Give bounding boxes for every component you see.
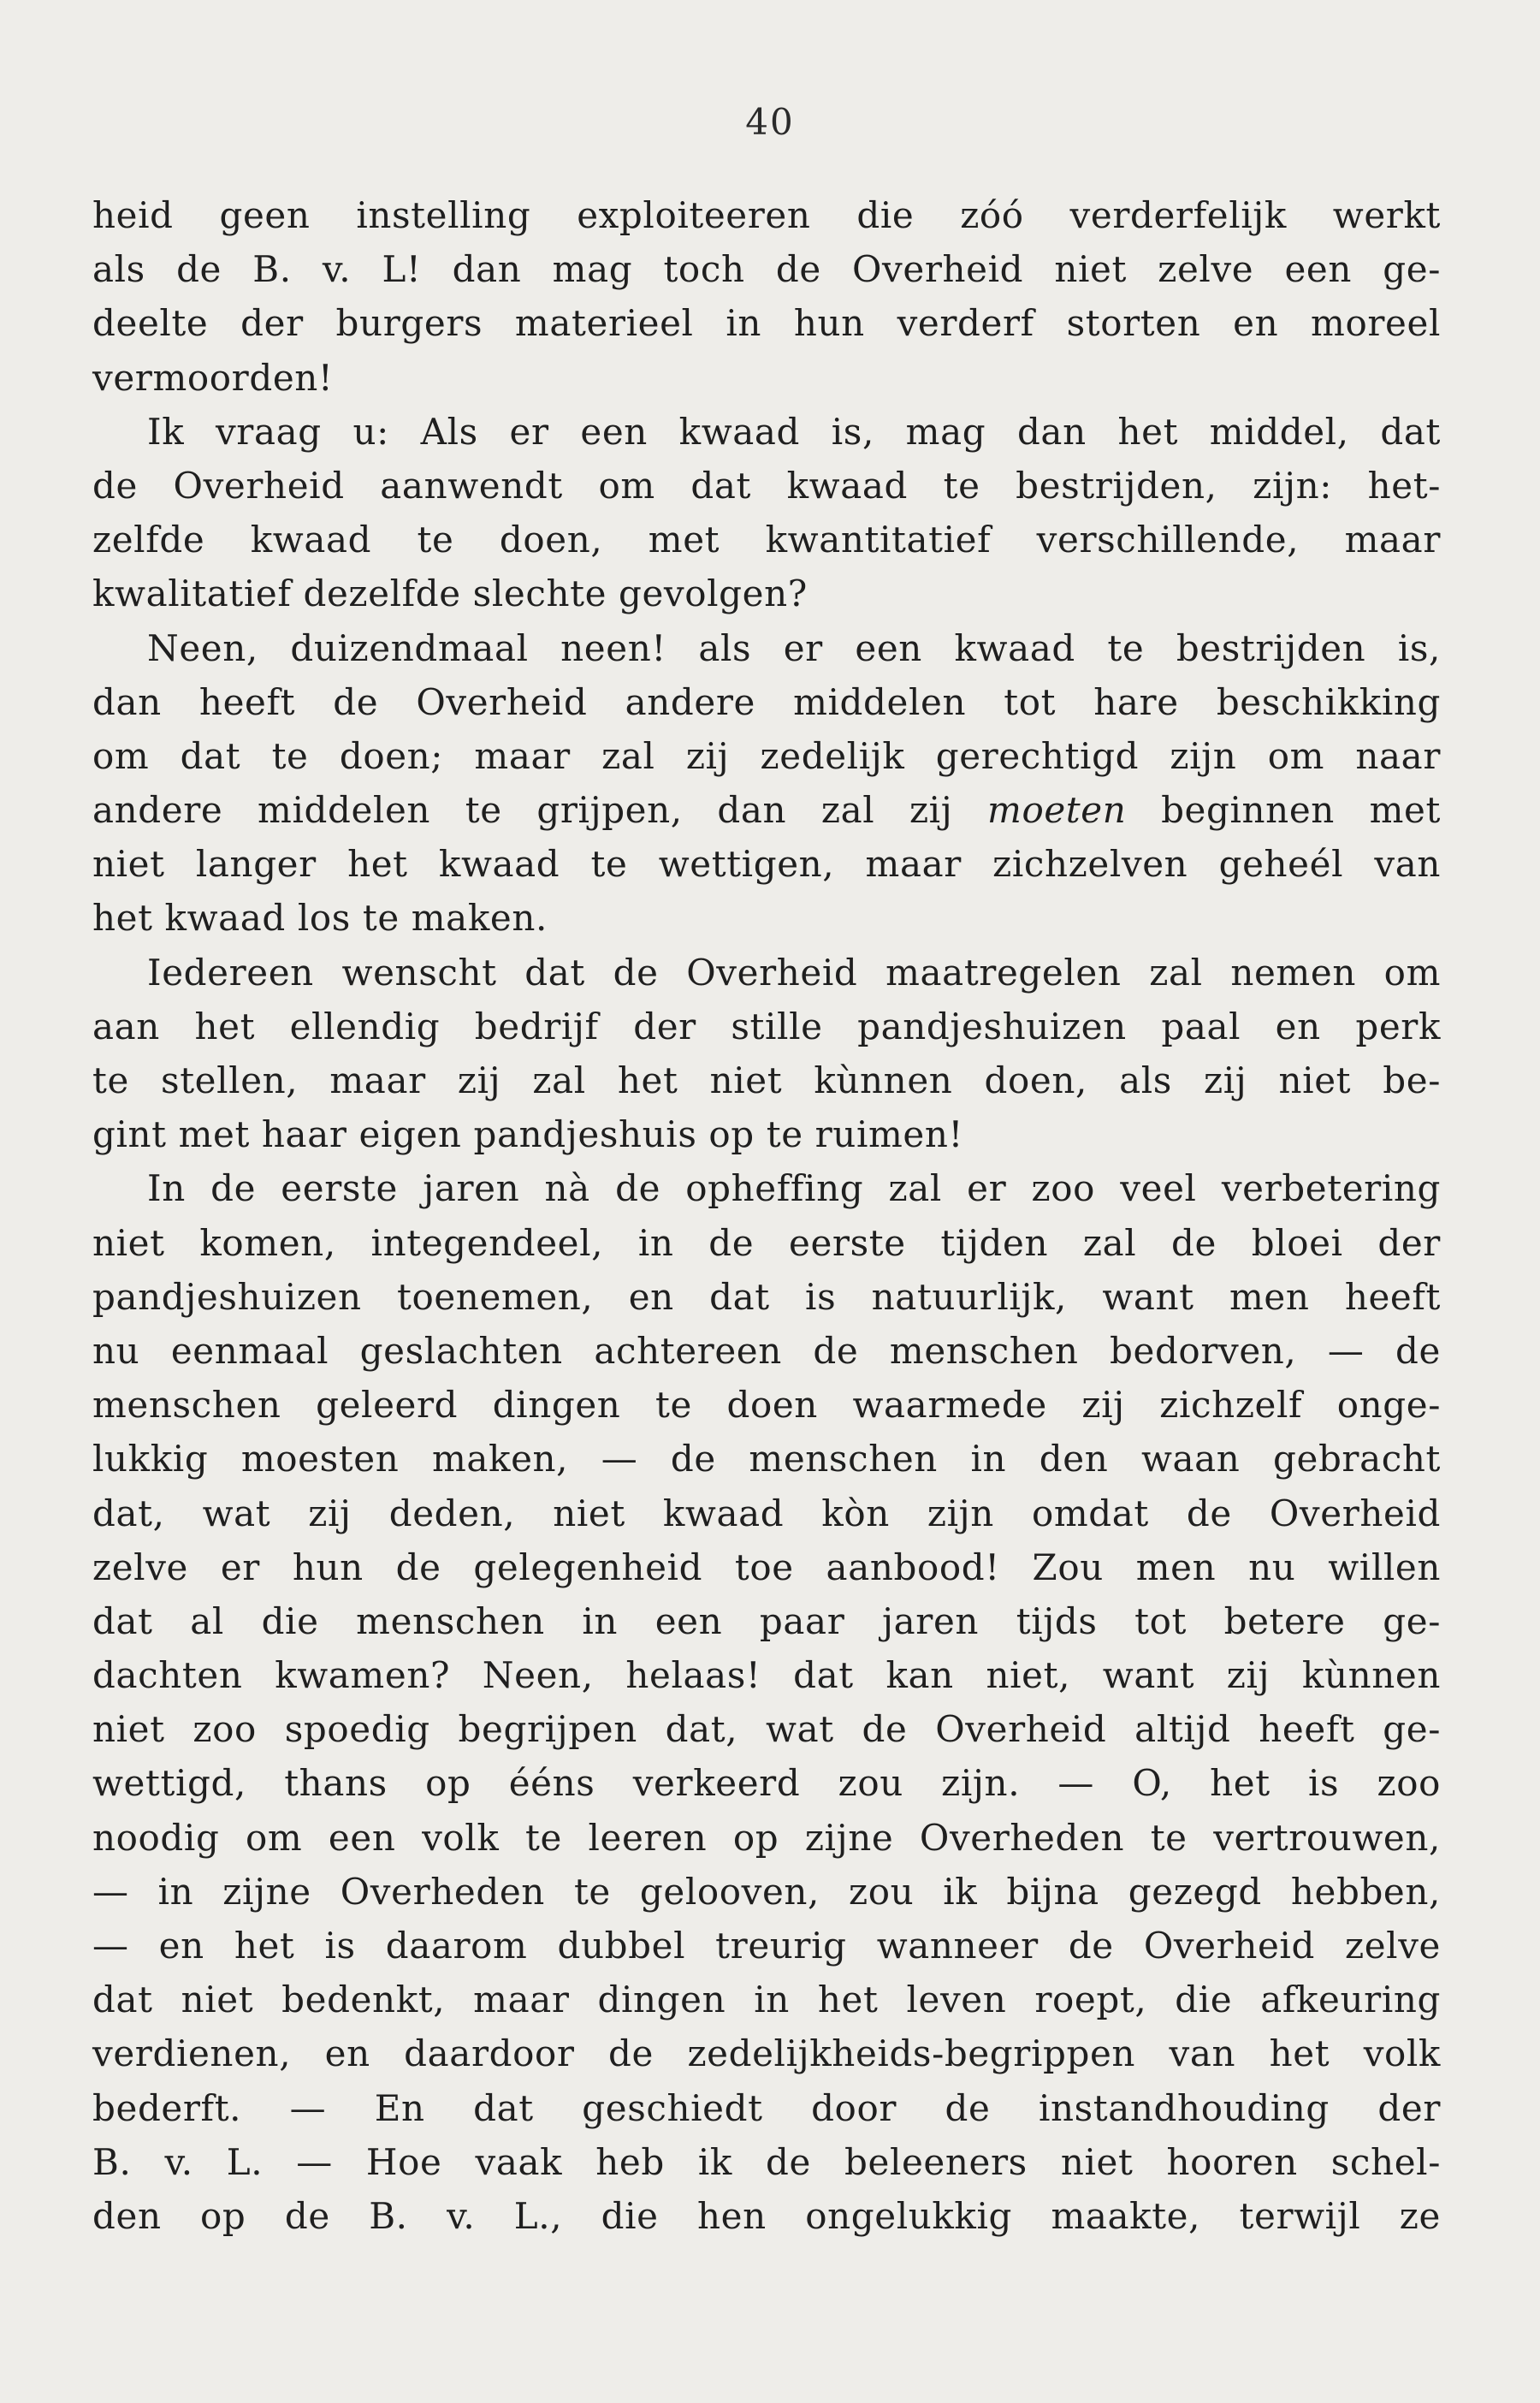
text-line: nu eenmaal geslachten achtereen de menschen bedorven, — de: [92, 1329, 1441, 1372]
text-line: zelve er hun de gelegenheid toe aanbood! Zou men nu willen: [92, 1546, 1441, 1588]
text-line: — in zijne Overheden te gelooven, zou ik bijna gezegd hebben,: [92, 1870, 1441, 1913]
text-segment: beginnen met: [1126, 789, 1441, 832]
text-line: Ik vraag u: Als er een kwaad is, mag dan het middel, dat: [147, 410, 1441, 453]
text-line: gint met haar eigen pandjeshuis op te ruimen!: [92, 1113, 963, 1156]
text-line: pandjeshuizen toenemen, en dat is natuurlijk, want men heeft: [92, 1275, 1441, 1318]
text-line: In de eerste jaren nà de opheffing zal er zoo veel verbetering: [147, 1167, 1441, 1210]
text-line: te stellen, maar zij zal het niet kùnnen doen, als zij niet be-: [92, 1059, 1441, 1101]
text-line: om dat te doen; maar zal zij zedelijk gerechtigd zijn om naar: [92, 734, 1441, 777]
text-line: menschen geleerd dingen te doen waarmede zij zichzelf onge-: [92, 1384, 1441, 1427]
text-line: — en het is daarom dubbel treurig wanneer de Overheid zelve: [92, 1925, 1441, 1967]
text-line: zelfde kwaad te doen, met kwantitatief verschillende, maar: [92, 519, 1441, 561]
text-line: deelte der burgers materieel in hun verderf storten en moreel: [92, 302, 1441, 345]
text-line: Neen, duizendmaal neen! als er een kwaad te bestrijden is,: [147, 626, 1441, 669]
text-line: dat, wat zij deden, niet kwaad kòn zijn omdat de Overheid: [92, 1492, 1441, 1534]
text-line: dat al die menschen in een paar jaren tijds tot betere ge-: [92, 1599, 1441, 1642]
page-number: 40: [745, 101, 795, 143]
text-line: B. v. L. — Hoe vaak heb ik de beleeners niet hooren schel-: [92, 2140, 1441, 2183]
text-line: lukkig moesten maken, — de menschen in den waan gebracht: [92, 1438, 1441, 1480]
text-line: [92, 783, 1441, 837]
text-line: niet zoo spoedig begrijpen dat, wat de Overheid altijd heeft ge-: [92, 1708, 1441, 1751]
text-line: verdienen, en daardoor de zedelijkheids-begrippen van het volk: [92, 2032, 1441, 2075]
text-line: niet langer het kwaad te wettigen, maar zichzelven geheél van: [92, 843, 1441, 886]
text-line: bederft. — En dat geschiedt door de instandhouding der: [92, 2086, 1441, 2129]
text-line: niet komen, integendeel, in de eerste tijden zal de bloei der: [92, 1221, 1441, 1264]
text-line: kwalitatief dezelfde slechte gevolgen?: [92, 573, 808, 615]
text-line: de Overheid aanwendt om dat kwaad te bestrijden, zijn: het-: [92, 464, 1441, 507]
emphasized-word: moeten: [987, 789, 1127, 832]
body-text: [92, 188, 1441, 2243]
text-line: Iedereen wenscht dat de Overheid maatregelen zal nemen om: [147, 951, 1441, 994]
text-line: noodig om een volk te leeren op zijne Overheden te vertrouwen,: [92, 1816, 1441, 1859]
text-line: den op de B. v. L., die hen ongelukkig maakte, terwijl ze: [92, 2194, 1441, 2237]
text-line: dat niet bedenkt, maar dingen in het leven roept, die afkeuring: [92, 1979, 1441, 2021]
text-segment: andere middelen te grijpen, dan zal zij: [92, 789, 988, 832]
text-line: wettigd, thans op ééns verkeerd zou zijn. — O, het is zoo: [92, 1762, 1441, 1805]
text-line: vermoorden!: [92, 356, 334, 399]
text-line: aan het ellendig bedrijf der stille pandjeshuizen paal en perk: [92, 1005, 1441, 1047]
text-line: dan heeft de Overheid andere middelen tot hare beschikking: [92, 680, 1441, 723]
text-line: als de B. v. L! dan mag toch de Overheid niet zelve een ge-: [92, 248, 1441, 291]
text-line: dachten kwamen? Neen, helaas! dat kan niet, want zij kùnnen: [92, 1654, 1441, 1697]
text-line: het kwaad los te maken.: [92, 897, 548, 940]
text-line: heid geen instelling exploiteeren die zóó verderfelijk werkt: [92, 194, 1441, 236]
